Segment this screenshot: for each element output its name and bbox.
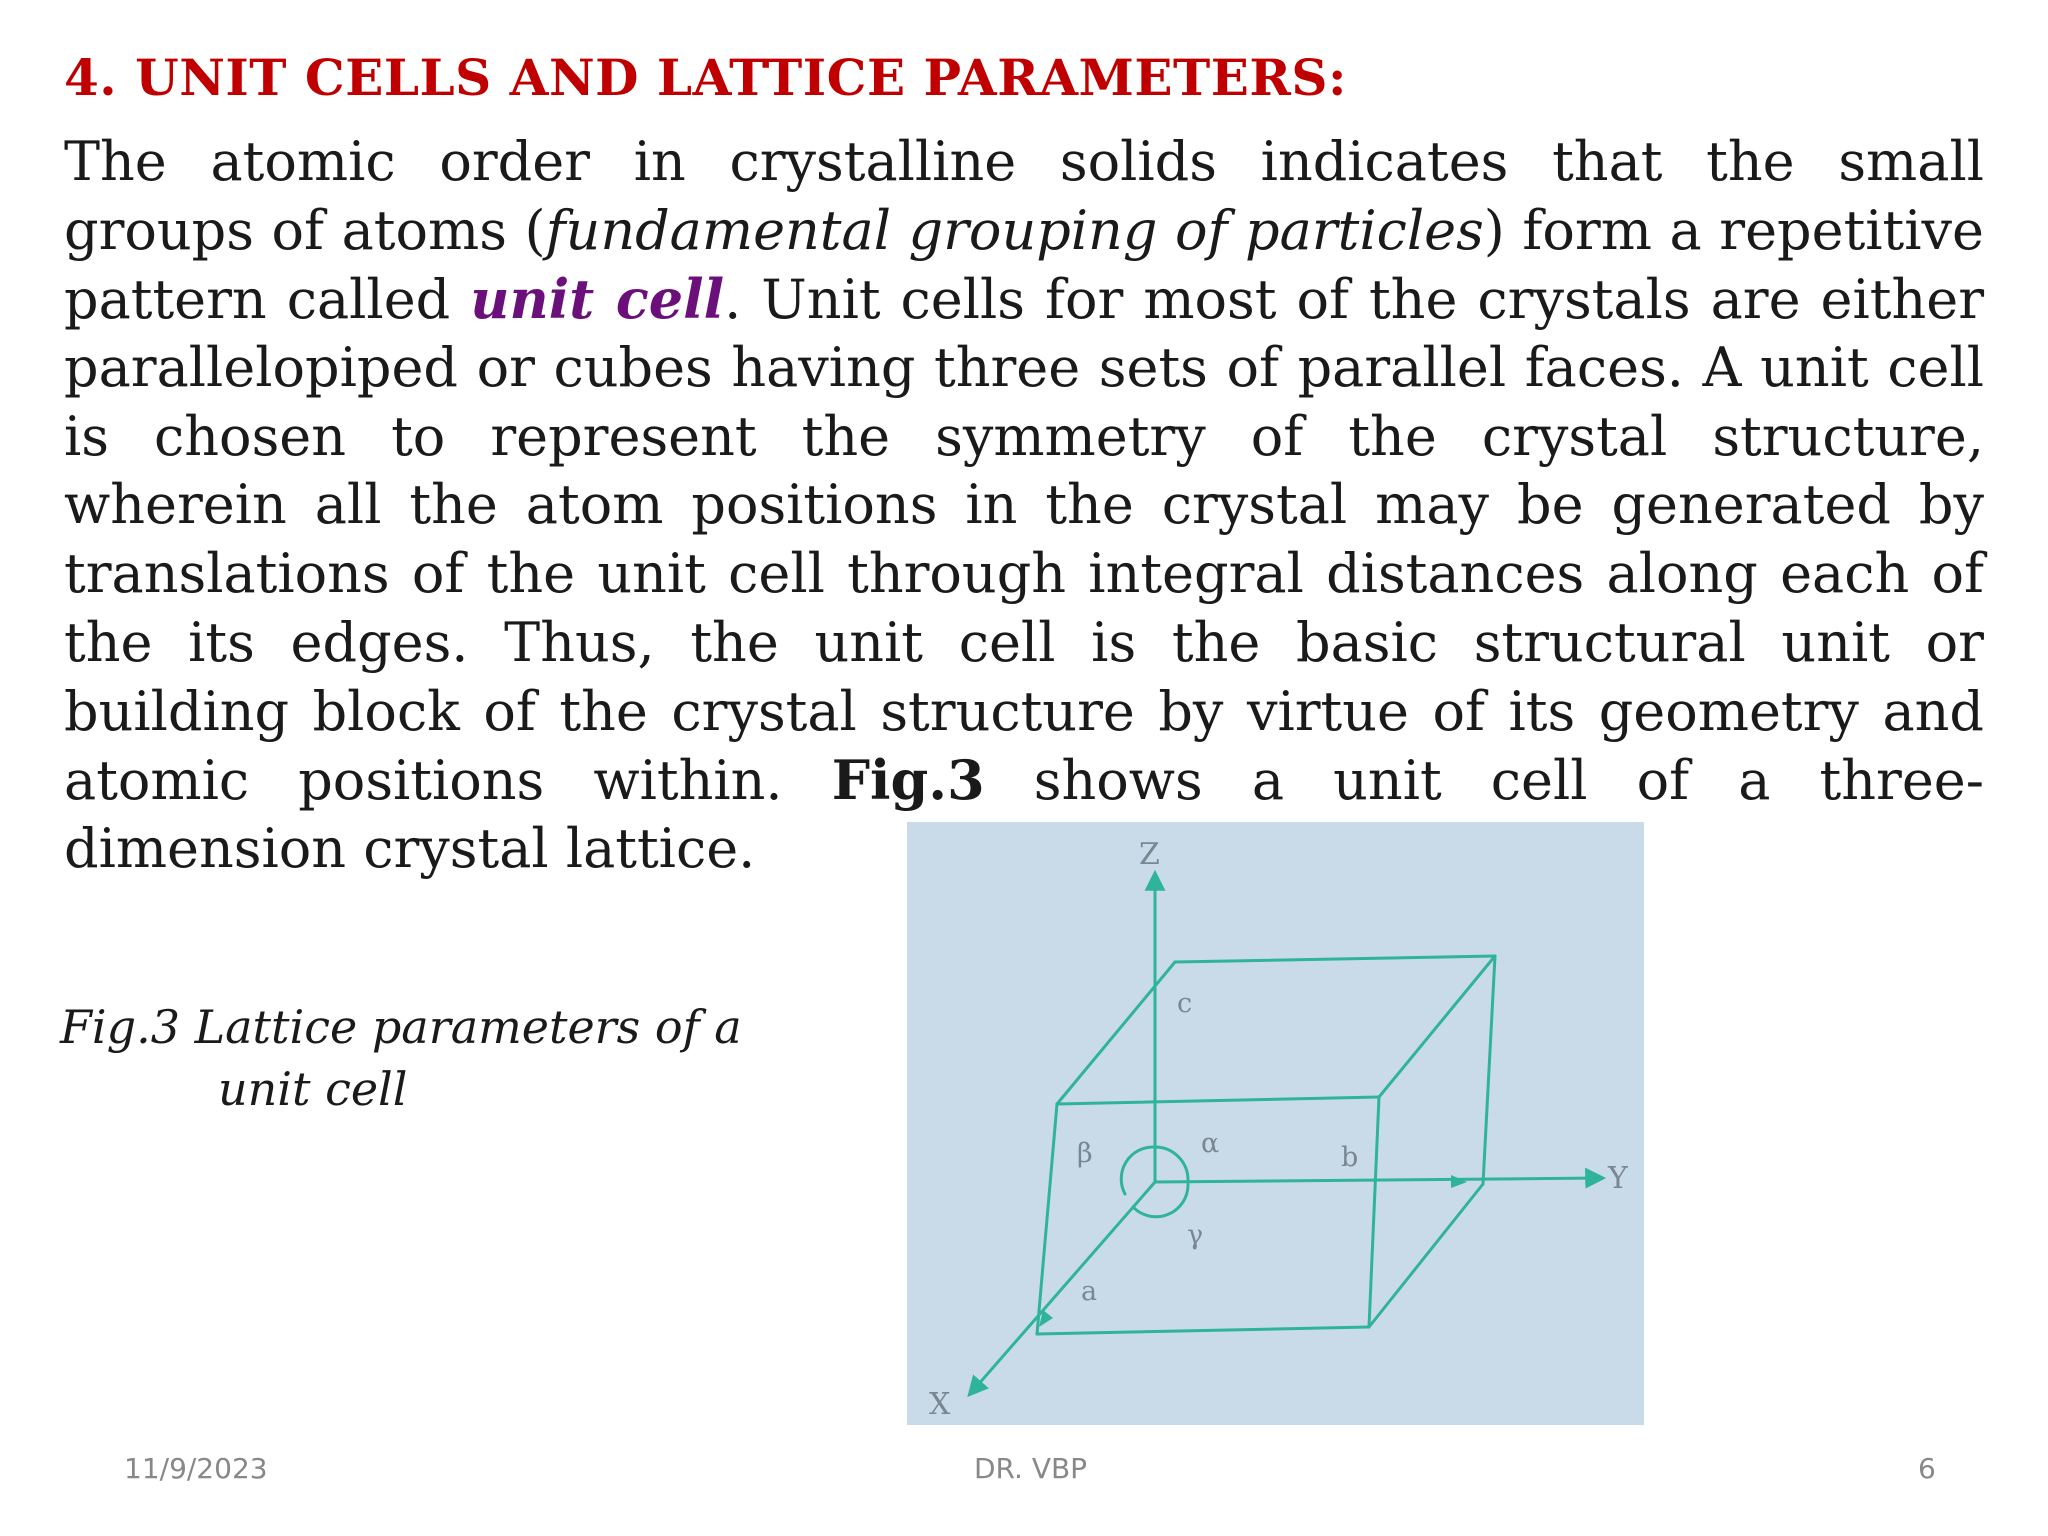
- text-segment: . Unit cells for most of the crystals are either: [724, 268, 1985, 332]
- beta-label: β: [1077, 1138, 1093, 1169]
- y-axis-label: Y: [1608, 1161, 1628, 1196]
- text-segment: pattern called: [64, 268, 471, 332]
- cell-edge: [1369, 1184, 1483, 1327]
- cell-edge: [1369, 1097, 1379, 1327]
- x-axis-label: X: [929, 1387, 951, 1422]
- text-segment: parallelopiped or cubes having three sets of parallel faces. A unit cell: [64, 336, 1984, 400]
- paragraph-line: [64, 265, 1984, 334]
- footer-date: 11/9/2023: [124, 1452, 268, 1485]
- paragraph-line: [64, 128, 1984, 197]
- cell-edge: [1483, 956, 1495, 1184]
- unit-cell-diagram: [907, 822, 1644, 1425]
- text-segment: shows a unit cell of a three-: [984, 749, 1984, 813]
- paragraph-line: [64, 471, 1984, 540]
- cell-edge: [1037, 1327, 1369, 1334]
- figure-reference: Fig.3: [831, 748, 985, 813]
- figure-caption: [60, 996, 800, 1120]
- edge-a-label: a: [1081, 1276, 1098, 1307]
- text-segment: translations of the unit cell through integral distances along each of: [64, 542, 1984, 606]
- slide-heading: 4. UNIT CELLS AND LATTICE PARAMETERS:: [64, 48, 1347, 107]
- paragraph-line: [64, 334, 1984, 403]
- paragraph-line: [64, 746, 1984, 815]
- italic-phrase: fundamental grouping of particles: [545, 198, 1484, 262]
- slide-number: 6: [1918, 1452, 1936, 1485]
- text-segment: atomic positions within.: [64, 749, 832, 813]
- text-segment: The atomic order in crystalline solids indicates that the small: [64, 130, 1984, 193]
- paragraph-line: [64, 540, 1984, 609]
- text-segment: building block of the crystal structure by virtue of its geometry and: [64, 679, 1984, 743]
- paragraph-line: [64, 678, 1984, 747]
- text-segment: wherein all the atom positions in the crystal may be generated by: [64, 473, 1984, 537]
- edge-c-label: c: [1177, 988, 1193, 1019]
- body-paragraph: [64, 128, 1984, 884]
- text-segment: dimension crystal lattice.: [64, 816, 756, 880]
- b-vector-arrowhead: [1451, 1175, 1467, 1188]
- paragraph-line: [64, 197, 1984, 266]
- z-axis-label: Z: [1139, 837, 1160, 872]
- text-segment: ) form a repetitive: [1483, 198, 1984, 262]
- paragraph-line: [64, 609, 1984, 678]
- cell-edge: [1057, 1097, 1379, 1104]
- alpha-arc: [1155, 1147, 1188, 1180]
- caption-line-2: unit cell: [218, 1062, 408, 1116]
- footer-author: DR. VBP: [974, 1452, 1088, 1485]
- gamma-label: γ: [1187, 1220, 1204, 1251]
- cell-edge: [1379, 956, 1495, 1097]
- y-axis: [1155, 1178, 1602, 1182]
- text-segment: groups of atoms (: [64, 198, 546, 262]
- unit-cell-figure: [907, 822, 1644, 1425]
- alpha-label: α: [1201, 1128, 1220, 1159]
- cell-edge: [1057, 962, 1175, 1104]
- caption-line-1: Fig.3 Lattice parameters of a: [60, 1000, 742, 1054]
- text-segment: the its edges. Thus, the unit cell is the basic structural unit or: [64, 610, 1984, 674]
- unit-cell-term: unit cell: [470, 267, 725, 332]
- paragraph-line: [64, 403, 1984, 472]
- edge-b-label: b: [1341, 1142, 1359, 1173]
- x-axis: [970, 1182, 1155, 1394]
- cell-edge: [1175, 956, 1495, 962]
- text-segment: is chosen to represent the symmetry of the crystal structure,: [64, 404, 1984, 468]
- gamma-arc: [1133, 1184, 1188, 1217]
